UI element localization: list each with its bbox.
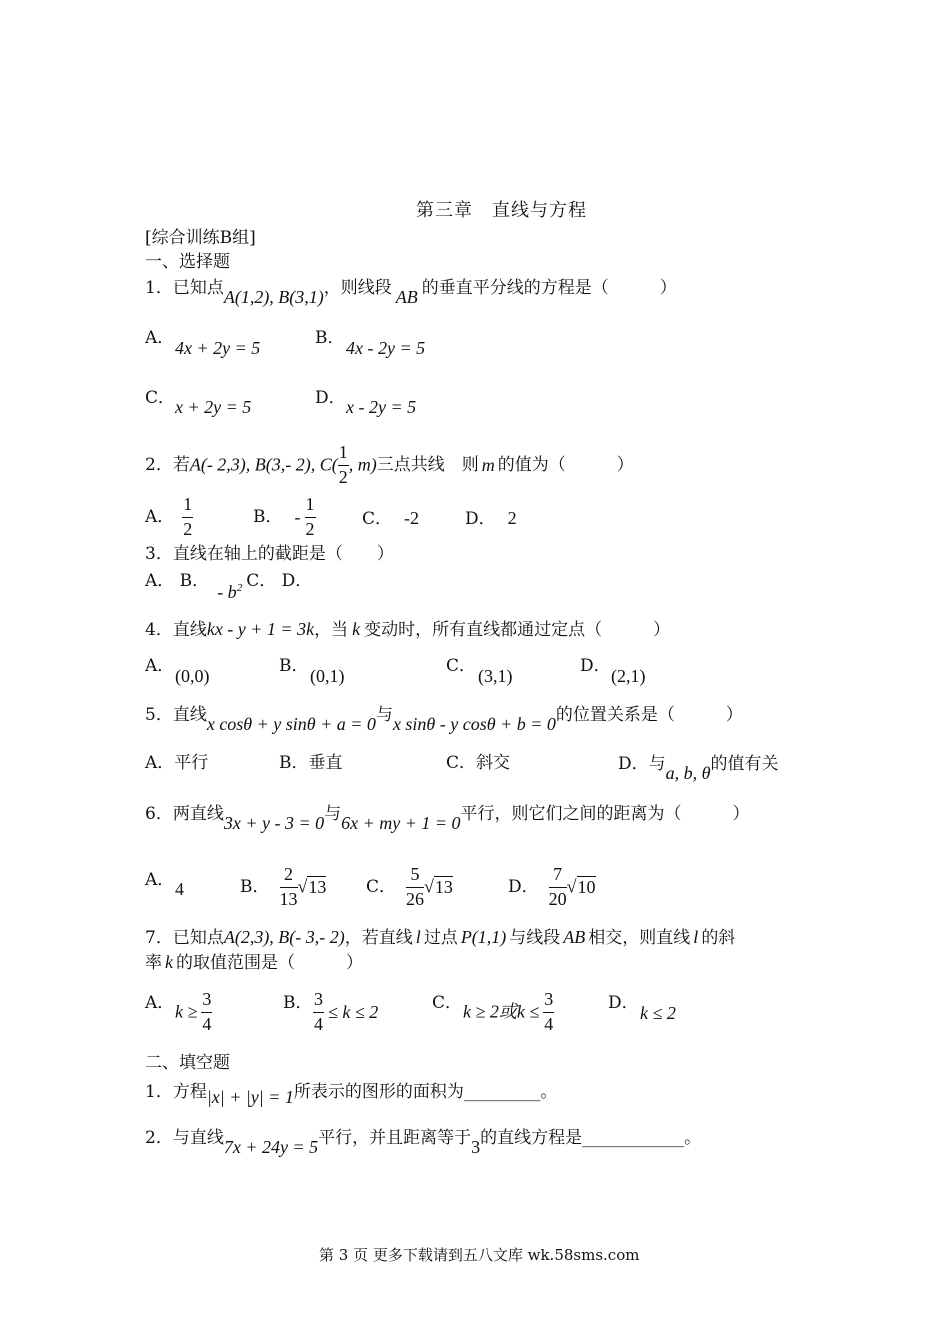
q7-option-b: $\frac{3}{4}$ ≤ k ≤ 2	[314, 989, 379, 1034]
q1-option-a: 4x + 2y = 5	[175, 338, 261, 358]
q2-suffix: 的值为（ ）	[497, 455, 634, 476]
q4-equation: kx - y + 1 = 3k	[206, 619, 315, 639]
q2-option-d: D． 2	[465, 508, 517, 529]
q7-option-b-label: B．	[283, 993, 313, 1013]
q7-option-c-label: C．	[432, 993, 463, 1013]
q6-equation-1: 3x + y - 3 = 0	[223, 813, 325, 833]
q2-option-b: B． - $\frac{1}{2}$	[253, 494, 315, 539]
fill2-equation: 7x + 24y = 5	[223, 1137, 319, 1157]
section-tag: [综合训练B组]	[145, 228, 256, 248]
q6-equation-2: 6x + my + 1 = 0	[341, 813, 461, 833]
q6-option-d: D． $\frac{7}{20}$ √10	[508, 864, 596, 909]
q5-option-d: D．与a, b, θ的值有关	[618, 754, 779, 783]
q1-segment: AB	[395, 287, 418, 307]
q4-option-d: (2,1)	[611, 666, 646, 686]
q7-option-d-label: D．	[608, 993, 639, 1013]
q2-option-c: C． -2	[362, 508, 420, 529]
q4-option-a-label: A．	[145, 656, 175, 676]
q1-option-d-label: D．	[315, 388, 346, 408]
q6-option-b: B． $\frac{2}{13}$ √13	[240, 864, 327, 909]
q6-option-a: 4	[175, 879, 184, 899]
q7-option-c: k ≥ 2或k ≤ $\frac{3}{4}$	[463, 989, 554, 1034]
fill2-stem: 2．与直线7x + 24y = 5平行，并且距离等于3的直线方程是____________。	[145, 1128, 702, 1157]
q4-option-c: (3,1)	[478, 666, 513, 686]
q5-option-b: B．垂直	[279, 753, 343, 773]
q7-option-a-label: A．	[145, 993, 175, 1013]
q7-stem-line1: 7．已知点A(2,3), B(- 3,- 2)，若直线 l 过点 P(1,1) 与线段 AB 相交，则直线 l 的斜	[145, 927, 736, 948]
page-footer: 第 3 页 更多下载请到五八文库 wk.58sms.com	[319, 1246, 640, 1264]
q3-stem: 3．直线在轴上的截距是（ ）	[145, 544, 394, 564]
q2-option-a: A． $\frac{1}{2}$	[145, 494, 193, 539]
q2-math-b: , m)	[348, 454, 377, 475]
q1-prefix: 1．已知点	[145, 278, 224, 298]
q4-option-b: (0,1)	[310, 666, 345, 686]
q1-mid: ，则线段	[323, 278, 392, 298]
q2-math-a: A(- 2,3), B(3,- 2), C(	[189, 454, 338, 475]
q2-a-fraction: $\frac{1}{2}$	[183, 494, 193, 539]
q2-b-fraction: $\frac{1}{2}$	[305, 494, 315, 539]
q4-option-a: (0,0)	[175, 666, 210, 686]
q5-equation-1: x cosθ + y sinθ + a = 0	[206, 714, 376, 734]
q5-stem: 5．直线x cosθ + y sinθ + a = 0与x sinθ - y cosθ + b = 0的位置关系是（ ）	[145, 705, 743, 734]
q7-option-a: k ≥ $\frac{3}{4}$	[175, 989, 212, 1034]
part1-heading: 一、选择题	[145, 252, 230, 272]
q3-b-expr: - $b^2$	[217, 582, 243, 602]
q6-option-c: C． $\frac{5}{26}$ √13	[366, 864, 453, 909]
q2-mid: 三点共线 则	[376, 455, 479, 476]
q2-prefix: 2．若	[145, 455, 190, 476]
page-title: 第三章 直线与方程	[416, 200, 587, 221]
q1-option-b-label: B．	[315, 328, 345, 348]
q2-stem	[145, 443, 634, 488]
q4-option-d-label: D．	[580, 656, 611, 676]
q1-stem	[145, 277, 677, 307]
q5-option-c: C．斜交	[446, 753, 511, 773]
q4-option-b-label: B．	[279, 656, 309, 676]
q7-stem-line2: 率 k 的取值范围是（ ）	[145, 952, 363, 973]
q2-fraction: $\frac{1}{2}$	[338, 442, 348, 487]
q2-var-m: m	[481, 454, 495, 475]
q1-points: A(1,2), B(3,1)	[223, 287, 324, 307]
q6-option-a-label: A．	[145, 870, 175, 890]
q6-stem: 6．两直线3x + y - 3 = 0与6x + my + 1 = 0平行，则它们之间的距离为（ ）	[145, 804, 750, 833]
fill1-equation: |x| + |y| = 1	[206, 1087, 294, 1107]
q1-option-b: 4x - 2y = 5	[346, 338, 426, 358]
q1-option-c: x + 2y = 5	[175, 397, 252, 417]
q1-option-a-label: A．	[145, 328, 175, 348]
q4-option-c-label: C．	[446, 656, 477, 676]
q5-equation-2: x sinθ - y cosθ + b = 0	[392, 714, 556, 734]
q5-option-a: A．平行	[145, 753, 209, 773]
part2-heading: 二、填空题	[145, 1053, 230, 1073]
q1-option-c-label: C．	[145, 388, 176, 408]
q1-option-d: x - 2y = 5	[346, 397, 417, 417]
fill1-stem: 1．方程|x| + |y| = 1所表示的图形的面积为_________。	[145, 1082, 558, 1107]
q4-stem: 4．直线kx - y + 1 = 3k，当 k 变动时，所有直线都通过定点（ ）	[145, 619, 671, 640]
q7-points: A(2,3), B(- 3,- 2)	[223, 927, 345, 947]
q1-suffix: 的垂直平分线的方程是（ ）	[421, 278, 677, 298]
q3-options: A． B．- $b^2$ C． D．	[145, 571, 313, 602]
q7-option-d: k ≤ 2	[640, 1003, 676, 1023]
